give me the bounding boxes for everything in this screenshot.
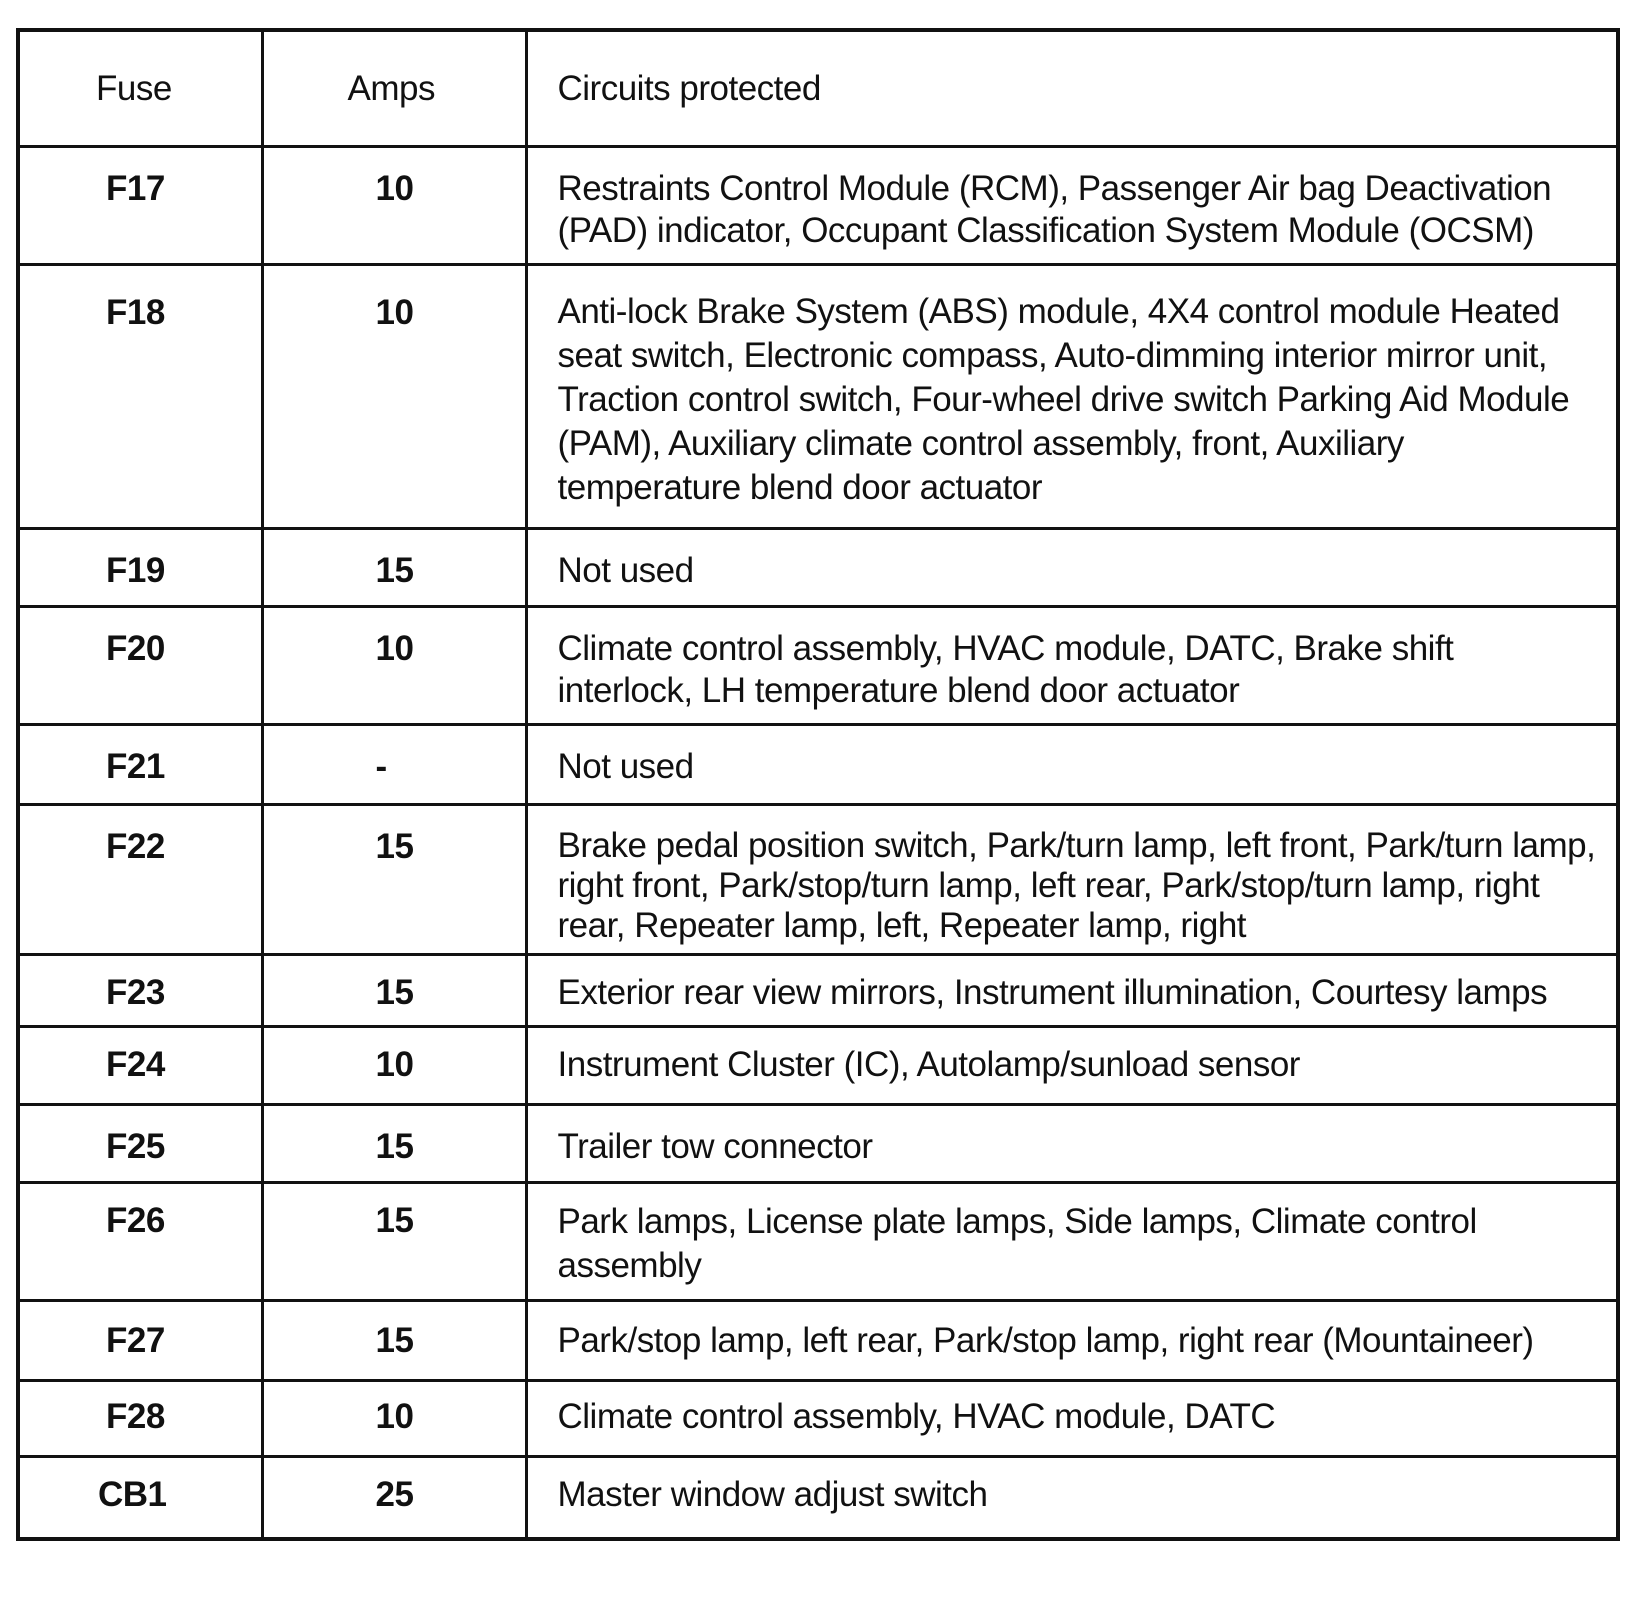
circuits-cell: Climate control assembly, HVAC module, DATC, Brake shift interlock, LH temperature blend door actuator	[526, 607, 1618, 725]
circuits-cell: Brake pedal position switch, Park/turn lamp, left front, Park/turn lamp, right front, Park/stop/turn lamp, left rear, Park/stop/turn lamp, right rear, Repeater lamp, left, Repeater lamp, right	[526, 805, 1618, 955]
circuits-cell: Anti-lock Brake System (ABS) module, 4X4 control module Heated seat switch, Electronic compass, Auto-dimming interior mirror unit, Traction control switch, Four-wheel drive switch Parking Aid Module (PAM), Auxiliary climate control assembly, front, Auxiliary temperature blend door actuator	[526, 265, 1618, 529]
table-row	[18, 1027, 1618, 1105]
table-row	[18, 607, 1618, 725]
fuse-cell: CB1	[18, 1457, 262, 1539]
fuse-cell: F28	[18, 1381, 262, 1457]
amps-cell: 10	[262, 147, 526, 265]
fuse-table	[16, 28, 1620, 1541]
header-amps: Amps	[262, 30, 526, 147]
fuse-cell: F26	[18, 1183, 262, 1301]
circuits-cell: Master window adjust switch	[526, 1457, 1618, 1539]
table-row	[18, 265, 1618, 529]
amps-cell: 15	[262, 805, 526, 955]
fuse-cell: F20	[18, 607, 262, 725]
header-circuits: Circuits protected	[526, 30, 1618, 147]
table-row	[18, 955, 1618, 1027]
fuse-cell: F25	[18, 1105, 262, 1183]
circuits-cell: Not used	[526, 529, 1618, 607]
circuits-cell: Park/stop lamp, left rear, Park/stop lamp, right rear (Mountaineer)	[526, 1301, 1618, 1381]
fuse-cell: F22	[18, 805, 262, 955]
amps-cell: 10	[262, 1027, 526, 1105]
amps-cell: 25	[262, 1457, 526, 1539]
table-row	[18, 725, 1618, 805]
circuits-cell: Not used	[526, 725, 1618, 805]
fuse-cell: F27	[18, 1301, 262, 1381]
table-row	[18, 529, 1618, 607]
circuits-cell: Instrument Cluster (IC), Autolamp/sunload sensor	[526, 1027, 1618, 1105]
amps-cell: 10	[262, 607, 526, 725]
amps-cell: 15	[262, 1183, 526, 1301]
circuits-cell: Climate control assembly, HVAC module, DATC	[526, 1381, 1618, 1457]
circuits-cell: Exterior rear view mirrors, Instrument illumination, Courtesy lamps	[526, 955, 1618, 1027]
amps-cell: 15	[262, 529, 526, 607]
table-row	[18, 147, 1618, 265]
fuse-cell: F23	[18, 955, 262, 1027]
table-row	[18, 1183, 1618, 1301]
amps-cell: 15	[262, 1301, 526, 1381]
header-row	[18, 30, 1618, 147]
amps-cell: 15	[262, 955, 526, 1027]
table-row	[18, 1105, 1618, 1183]
circuits-cell: Park lamps, License plate lamps, Side lamps, Climate control assembly	[526, 1183, 1618, 1301]
circuits-cell: Restraints Control Module (RCM), Passenger Air bag Deactivation (PAD) indicator, Occupant Classification System Module (OCSM)	[526, 147, 1618, 265]
table-row	[18, 805, 1618, 955]
amps-cell: 15	[262, 1105, 526, 1183]
table-row	[18, 1381, 1618, 1457]
amps-cell: 10	[262, 265, 526, 529]
table-row	[18, 1457, 1618, 1539]
amps-cell: 10	[262, 1381, 526, 1457]
amps-cell: -	[262, 725, 526, 805]
fuse-cell: F19	[18, 529, 262, 607]
fuse-cell: F24	[18, 1027, 262, 1105]
fuse-cell: F21	[18, 725, 262, 805]
table-row	[18, 1301, 1618, 1381]
fuse-cell: F17	[18, 147, 262, 265]
circuits-cell: Trailer tow connector	[526, 1105, 1618, 1183]
fuse-cell: F18	[18, 265, 262, 529]
header-fuse: Fuse	[18, 30, 262, 147]
